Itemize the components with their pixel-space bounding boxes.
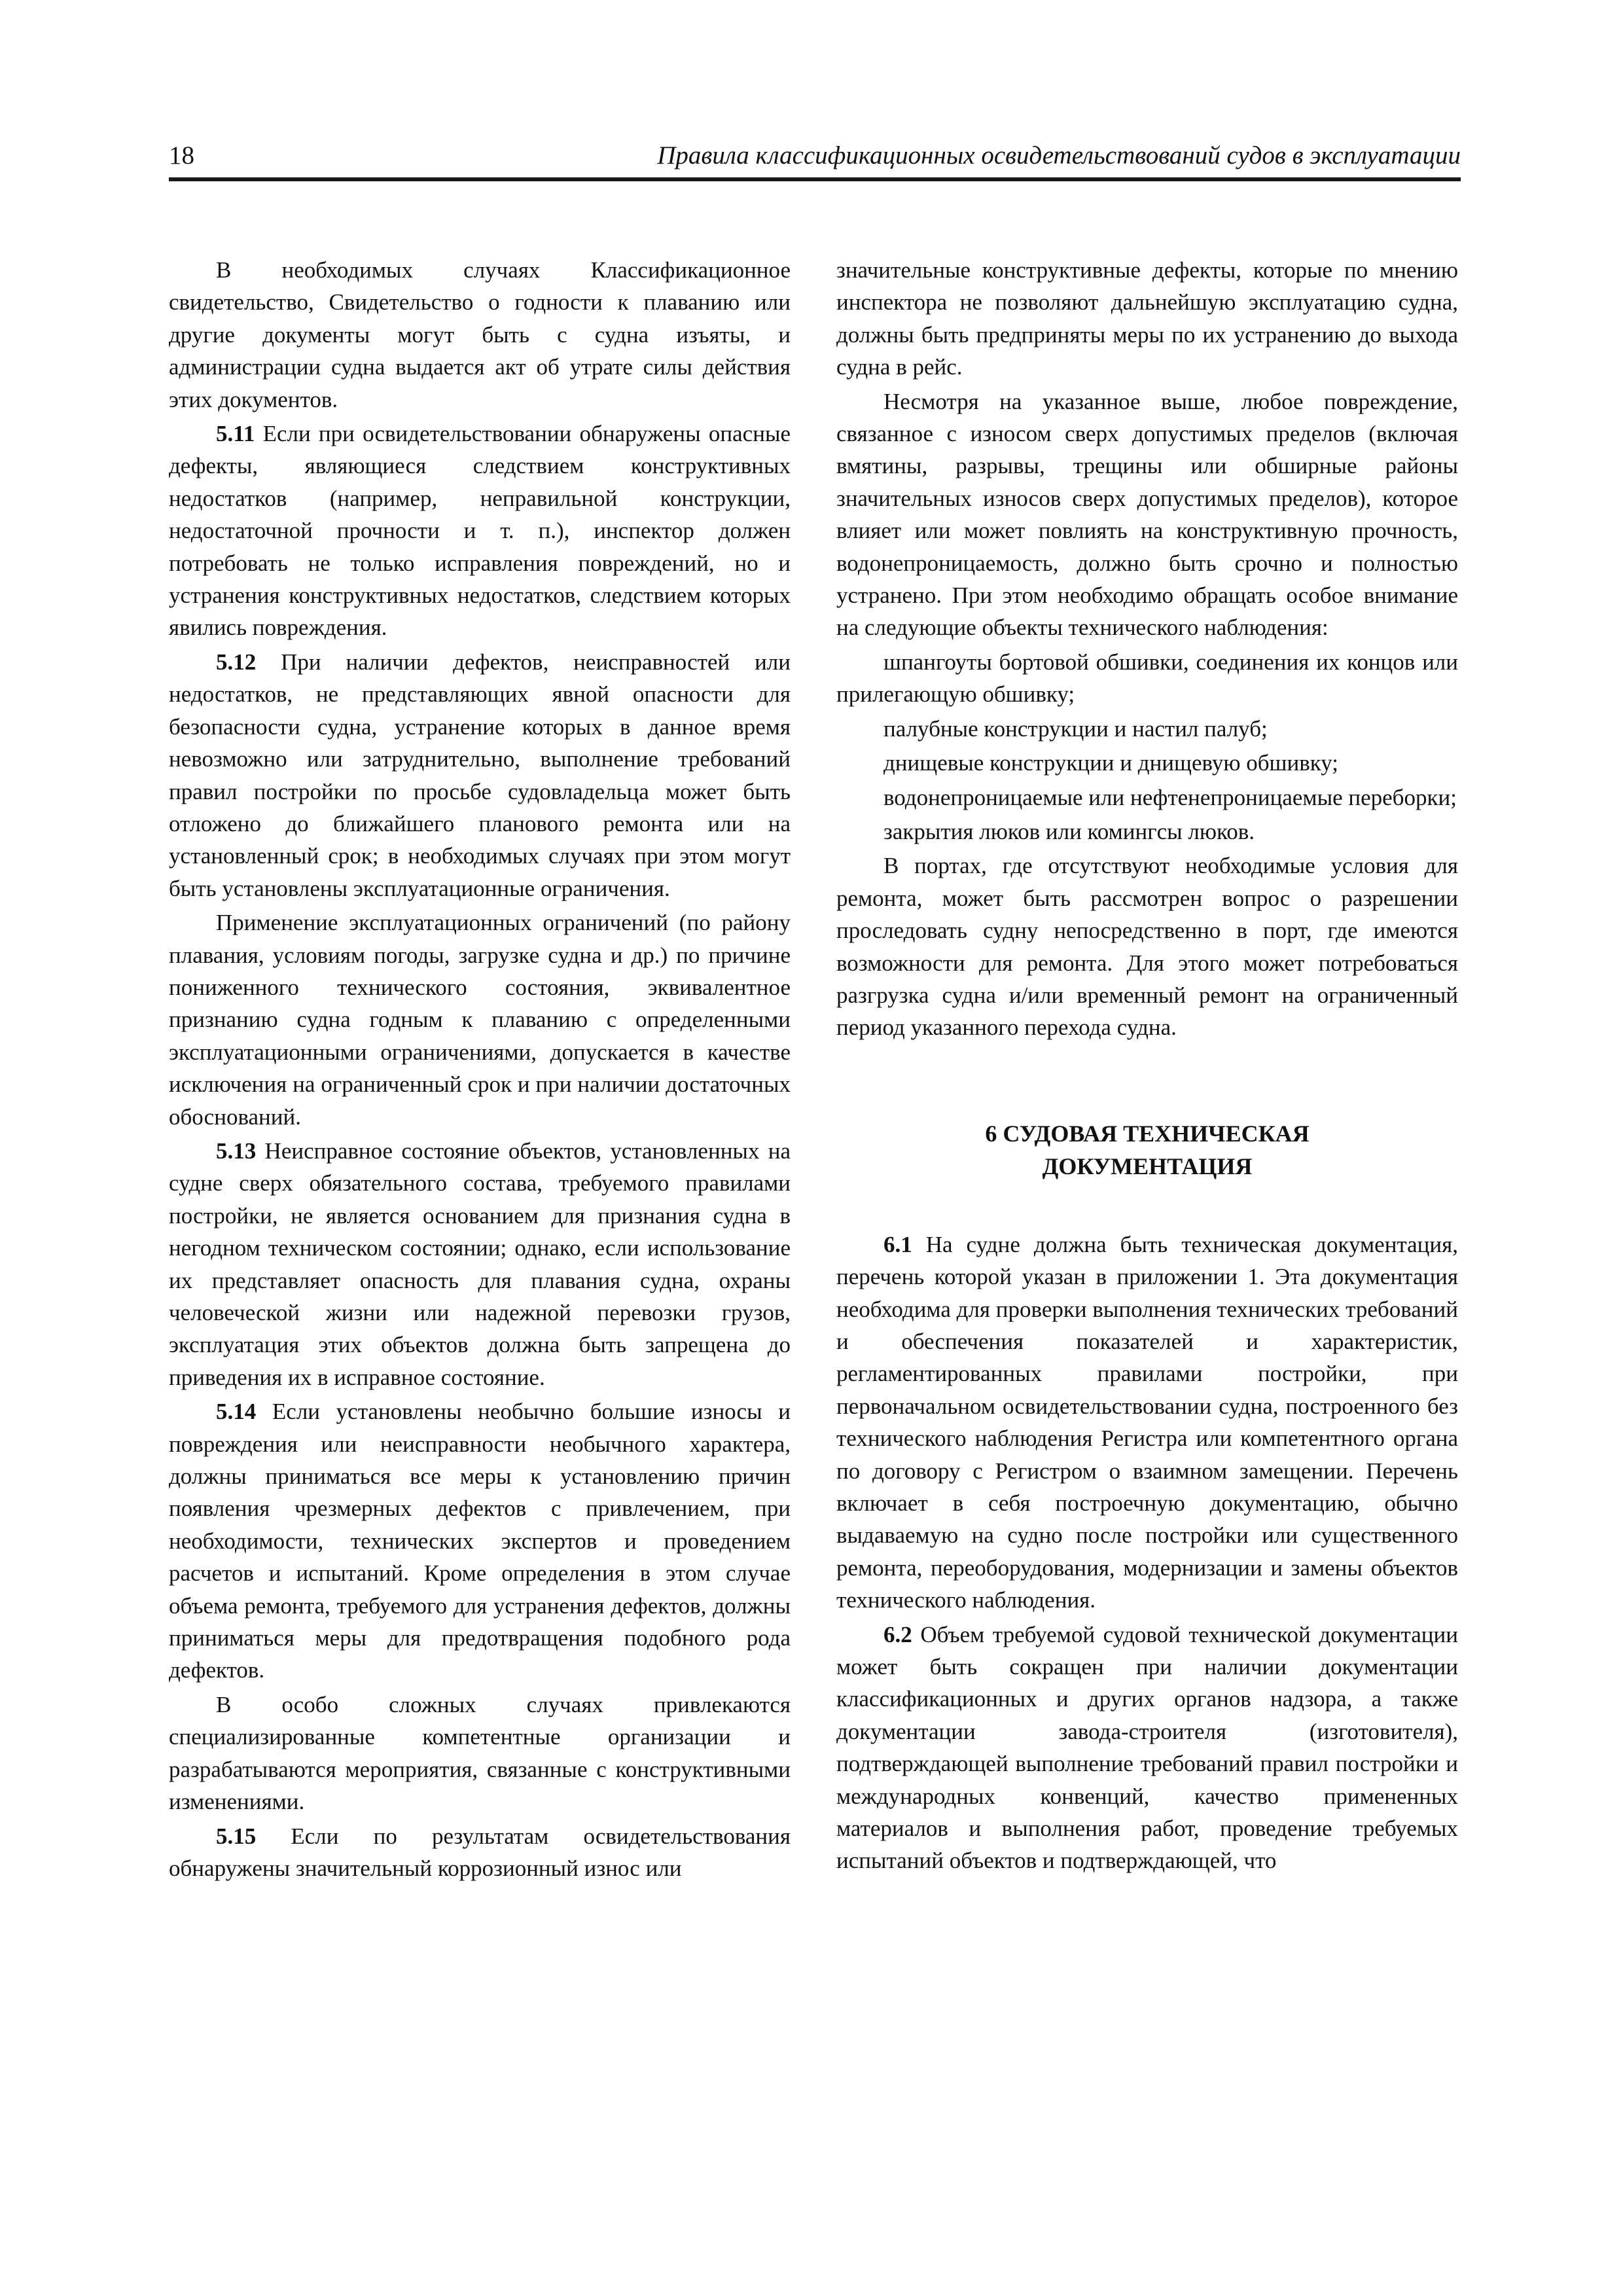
running-title: Правила классификационных освидетельствований судов в эксплуатации xyxy=(657,141,1461,170)
section-text: Неисправное состояние объектов, установленных на судне сверх обязательного состава, требуемого правилами постройки, не является основанием для признания судна в негодном техническом состоянии; однако, если использование их представляет опасность для плавания судна, охраны человеческой жизни или надежной перевозки грузов, эксплуатация этих объектов должна быть запрещена до приведения их в исправное состояние. xyxy=(169,1138,791,1390)
paragraph: Применение эксплуатационных ограничений (по району плавания, условиям погоды, загрузке судна и др.) по причине пониженного технического состояния, эквивалентное признанию судна годным к плаванию с определенными эксплуатационными ограничениями, допускается в качестве исключения на ограниченный срок и при наличии достаточных обоснований. xyxy=(169,910,791,1130)
paragraph: Несмотря на указанное выше, любое повреждение, связанное с износом сверх допустимых пределов (включая вмятины, разрывы, трещины или обширные районы значительных износов сверх допустимых пределов), которое влияет или может повлиять на конструктивную прочность, водонепроницаемость, должно быть срочно и полностью устранено. При этом необходимо обращать особое внимание на следующие объекты технического наблюдения: xyxy=(836,388,1458,641)
header-rule xyxy=(169,177,1461,181)
section-number: 6.1 xyxy=(883,1231,912,1257)
section-number: 5.11 xyxy=(216,421,255,447)
section-text: Если по результатам освидетельствования обнаружены значительный коррозионный износ или xyxy=(169,1823,791,1881)
section-number: 6.2 xyxy=(883,1621,912,1647)
list-item: шпангоуты бортовой обшивки, соединения их концов или прилегающую обшивку; xyxy=(836,649,1458,708)
heading-line: ДОКУМЕНТАЦИЯ xyxy=(1042,1153,1253,1179)
section-number: 5.14 xyxy=(216,1399,257,1425)
section-6-2 xyxy=(836,1619,1458,1877)
section-text: Если установлены необычно большие износы и повреждения или неисправности необычного характера, должны приниматься все меры к установлению причин появления чрезмерных дефектов с привлечением, при необходимости, технических экспертов и проведением расчетов и испытаний. Кроме определения в этом случае объема ремонта, требуемого для устранения дефектов, должны приниматься меры для предотвращения подобного рода дефектов. xyxy=(169,1399,791,1683)
section-text: На судне должна быть техническая документация, перечень которой указан в приложении 1. Эта документация необходима для проверки выполнения технических требований и обеспечения показателей и характеристик, регламентированных правилами постройки, при первоначальном освидетельствовании судна, построенного без технического наблюдения Регистра или компетентного органа по договору с Регистром о взаимном замещении. Перечень включает в себя построечную документацию, обычно выдаваемую на судно после постройки или существенного ремонта, переоборудования, модернизации и замены объектов технического наблюдения. xyxy=(836,1231,1458,1613)
section-number: 5.13 xyxy=(216,1138,257,1164)
list-item: водонепроницаемые или нефтенепроницаемые переборки; xyxy=(883,784,1457,810)
section-text: При наличии дефектов, неисправностей или недостатков, не представляющих явной опасности для безопасности судна, устранение которых в данное время невозможно или затруднительно, выполнение требований правил постройки по просьбе судовладельца может быть отложено до ближайшего планового ремонта или на установленный срок; в необходимых случаях при этом могут быть установлены эксплуатационные ограничения. xyxy=(169,649,791,901)
section-6-1 xyxy=(836,1229,1458,1617)
section-text: Объем требуемой судовой технической документации может быть сокращен при наличии документации классификационных и других органов надзора, а также документации завода-строителя (изготовителя), подтверждающей выполнение требований правил постройки и международных конвенций, качество примененных материалов и выполнения работ, проведение требуемых испытаний объектов и подтверждающей, что xyxy=(836,1621,1458,1874)
heading-line: 6 СУДОВАЯ ТЕХНИЧЕСКАЯ xyxy=(985,1120,1310,1147)
section-number: 5.15 xyxy=(216,1823,257,1849)
paragraph: значительные конструктивные дефекты, которые по мнению инспектора не позволяют дальнейшую эксплуатацию судна, должны быть предприняты меры по их устранению до выхода судна в рейс. xyxy=(836,257,1458,380)
section-number: 5.12 xyxy=(216,649,257,675)
section-5-14 xyxy=(169,1395,791,1687)
section-5-13 xyxy=(169,1135,791,1393)
section-5-12 xyxy=(169,646,791,905)
list-item: закрытия люков или комингсы люков. xyxy=(883,818,1255,844)
list-item: днищевые конструкции и днищевую обшивку; xyxy=(883,750,1339,776)
list-item: палубные конструкции и настил палуб; xyxy=(883,715,1268,742)
right-column xyxy=(836,254,1458,1879)
section-5-15 xyxy=(169,1820,791,1885)
page-number: 18 xyxy=(169,141,194,170)
paragraph: В необходимых случаях Классификационное свидетельство, Свидетельство о годности к плаванию или другие документы могут быть с судна изъяты, и администрации судна выдается акт об утрате силы действия этих документов. xyxy=(169,257,791,412)
left-column xyxy=(169,254,791,1886)
section-text: Если при освидетельствовании обнаружены опасные дефекты, являющиеся следствием конструктивных недостатков (например, неправильной конструкции, недостаточной прочности и т. п.), инспектор должен потребовать не только исправления повреждений, но и устранения конструктивных недостатков, следствием которых явились повреждения. xyxy=(169,421,791,641)
section-5-11 xyxy=(169,418,791,644)
paragraph: В особо сложных случаях привлекаются специализированные компетентные организации и разрабатываются мероприятия, связанные с конструктивными изменениями. xyxy=(169,1691,791,1815)
paragraph: В портах, где отсутствуют необходимые условия для ремонта, может быть рассмотрен вопрос о разрешении проследовать судну непосредственно в порт, где имеются возможности для ремонта. Для этого может потребоваться разгрузка судна и/или временный ремонт на ограниченный период указанного перехода судна. xyxy=(836,853,1458,1041)
section-heading xyxy=(836,1117,1458,1183)
